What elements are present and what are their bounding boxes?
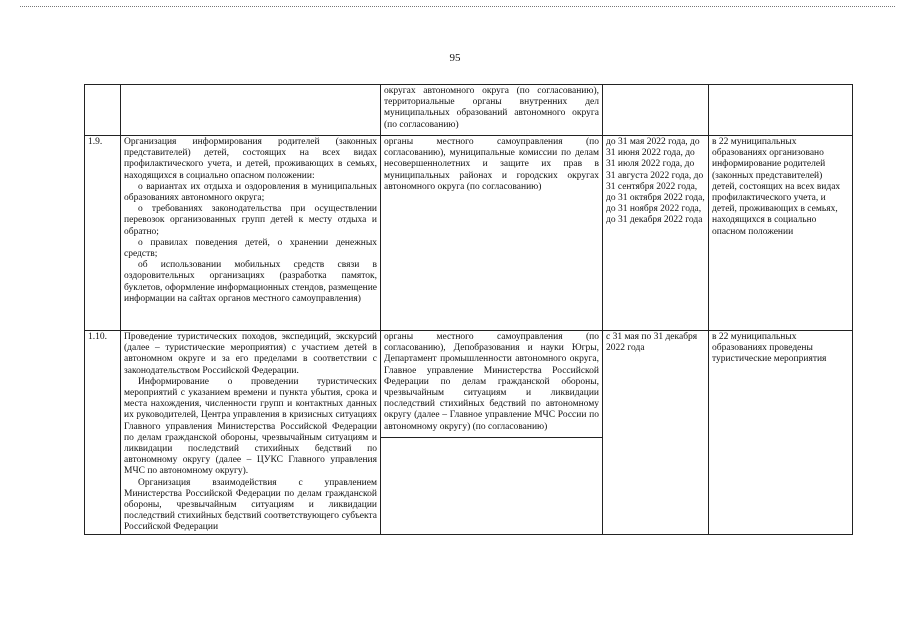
cell-result [709,136,853,331]
deadline-text: с 31 мая по 31 декабря 2022 года [606,332,698,354]
table-row-1-10 [85,331,853,535]
event-paragraph: Проведение туристических походов, экспедиций, экскурсий (далее – туристические мероприятия) с участием детей в автономном округе и за его пределами в соответствии с законодательством Российской Федерации. [124,332,377,376]
cell-deadline [603,85,709,136]
cell-executors [381,331,603,535]
table-row-continuation [85,85,853,136]
scan-edge-line [20,6,895,8]
cell-executors [381,136,603,331]
event-paragraph: о требованиях законодательства при осуществлении перевозок организованных групп детей к месту отдыха и обратно; [124,204,377,237]
cell-result [709,331,853,535]
plan-table [84,84,853,535]
cell-deadline [603,331,709,535]
cell-deadline [603,136,709,331]
executors-text: органы местного самоуправления (по согласованию), Депобразования и науки Югры, Департамент промышленности автономного округа, Главное управление Министерства Российской Федерации по делам гражданской обороны, чрезвычайным ситуациям и ликвидации последствий стихийных бедствий по автономному округу (далее – Главное управление МЧС России по автономному округу) (по согласованию) [384,332,599,432]
event-paragraph: о вариантах их отдыха и оздоровления в муниципальных образованиях автономного округа; [124,181,377,204]
deadline-text: до 31 мая 2022 года, до 31 июня 2022 года, до 31 июля 2022 года, до 31 августа 2022 года, до 31 сентября 2022 года, до 31 октября 2022 года, до 31 ноября 2022 года, до 31 декабря 2022 года [606,137,705,226]
result-text: в 22 муниципальных образованиях организовано информирование родителей (законных представителей) детей, состоящих на всех видах профилактического учета, и детей, проживающих в семьях, находящихся в социально опасном положении [712,137,841,237]
executors-text: округах автономного округа (по согласованию), территориальные органы внутренних дел муниципальных образований автономного округа (по согласованию) [384,86,599,130]
event-paragraph: Организация взаимодействия с управлением Министерства Российской Федерации по делам гражданской обороны, чрезвычайным ситуациям и ликвидации последствий стихийных бедствий соответствующего субъекта Российской Федерации [124,477,377,533]
event-paragraph: об использовании мобильных средств связи в оздоровительных организациях (разработка памяток, буклетов, оформление информационных стендов, размещение информации на сайтах органов местного самоуправления) [124,260,377,304]
event-paragraph: о правилах поведения детей, о хранении денежных средств; [124,237,377,260]
event-paragraph: Организация информирования родителей (законных представителей) детей, состоящих на всех видах профилактического учета, и детей, проживающих в семьях, находящихся в социально опасном положении: [124,137,377,181]
cell-result [709,85,853,136]
table-row-1-9 [85,136,853,331]
cell-event [121,85,381,136]
executors-text: органы местного самоуправления (по согласованию), муниципальные комиссии по делам несовершеннолетних и защите их прав в муниципальных районах и городских округах автономного округа (по согласованию) [384,137,599,192]
result-text: в 22 муниципальных образованиях проведены туристические мероприятия [712,332,827,365]
event-paragraph: Информирование о проведении туристических мероприятий с указанием времени и пункта убытия, срока и места нахождения, численности групп и контактных данных их руководителей, Центра управления в кризисных ситуациях Главного управления Министерства Российской Федерации по делам гражданской обороны, чрезвычайным ситуациям и ликвидации последствий стихийных бедствий по автономному округу (далее – ЦУКС Главного управления МЧС по автономному округу). [124,376,377,477]
row-number: 1.10. [85,331,121,535]
cell-executors [381,85,603,136]
cell-event [121,136,381,331]
cell-num [85,85,121,136]
page-number: 95 [449,52,461,64]
row-number: 1.9. [85,136,121,331]
cell-event [121,331,381,535]
cell-divider [381,437,602,438]
